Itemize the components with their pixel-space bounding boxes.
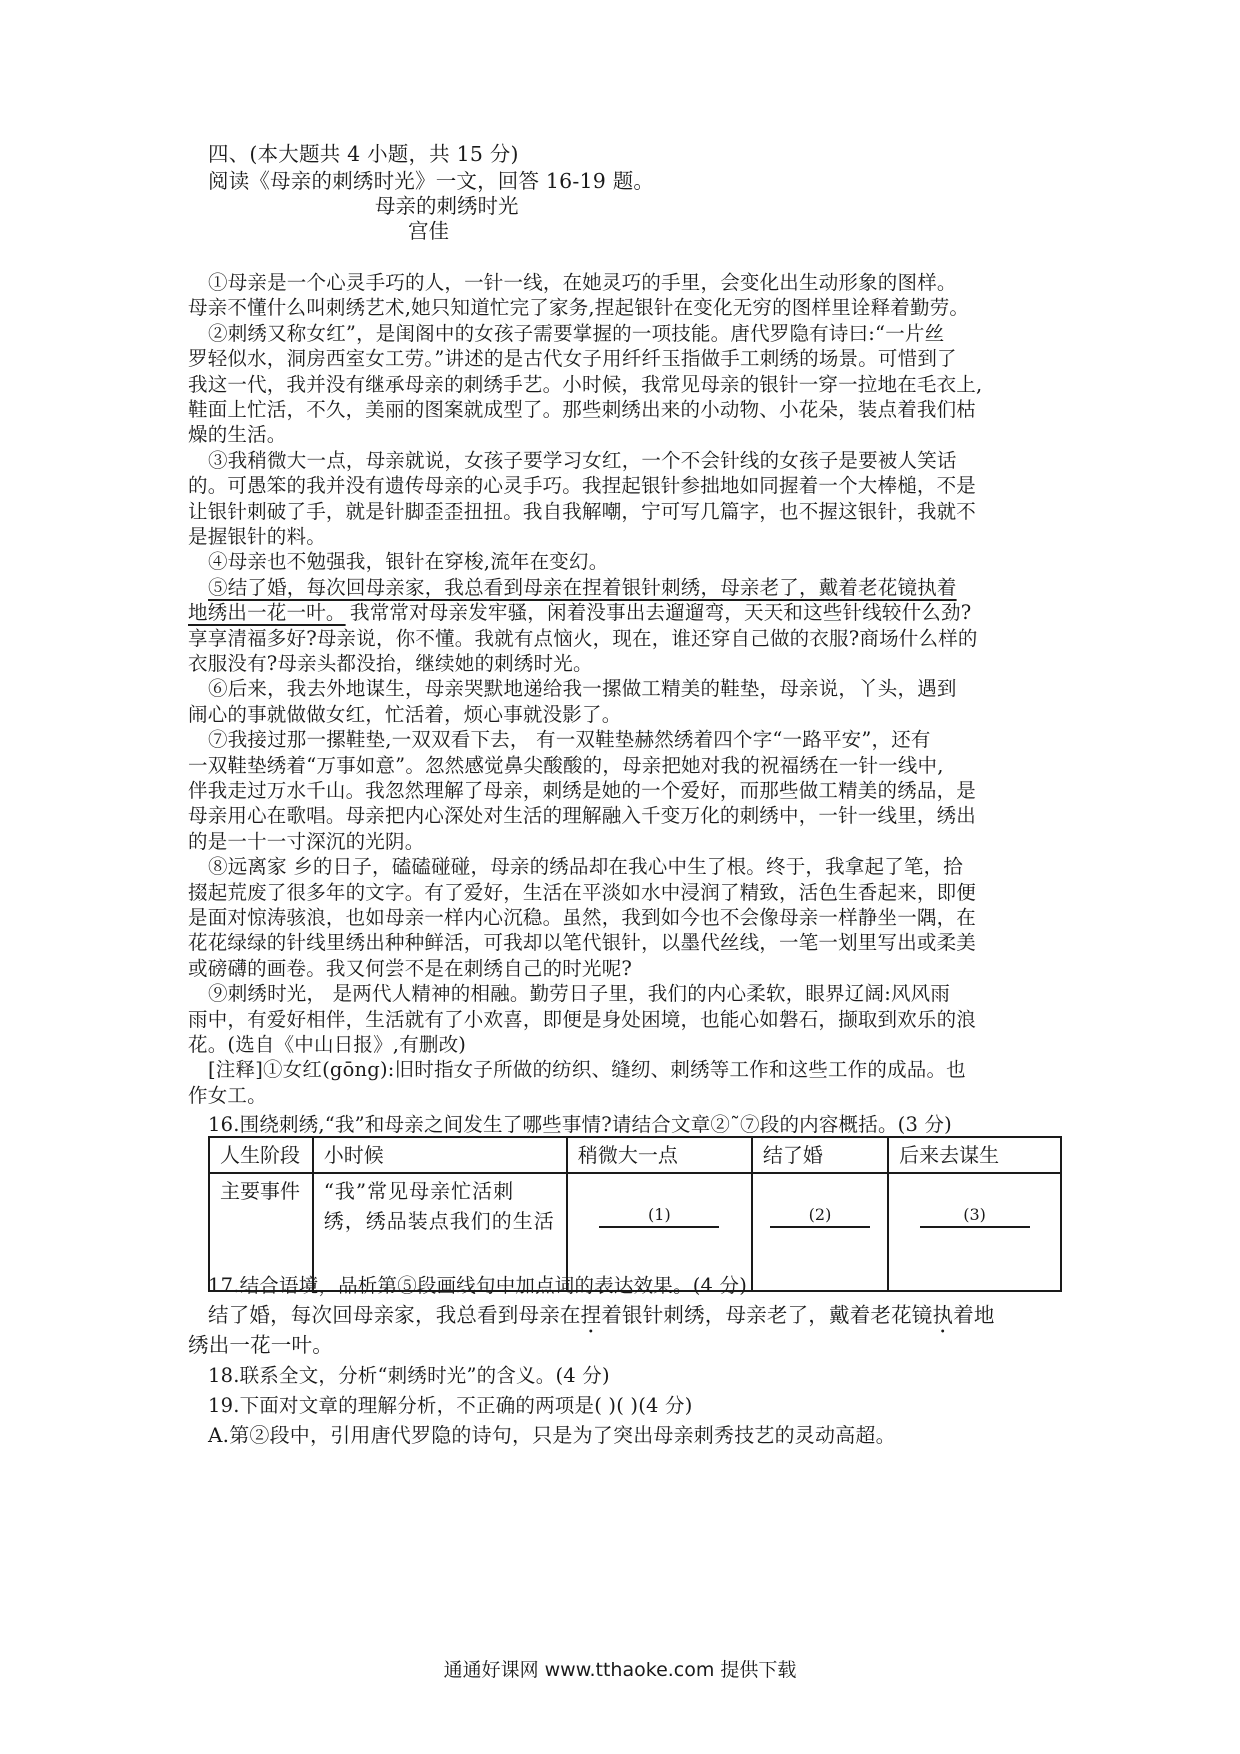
paragraph-line: 母亲不懂什么叫刺绣艺术,她只知道忙完了家务,捏起银针在变化无穷的图样里诠释着勤劳。 <box>188 296 970 320</box>
paragraph-line: 一双鞋垫绣着“万事如意”。忽然感觉鼻尖酸酸的，母亲把她对我的祝福绣在一针一线中, <box>188 753 944 777</box>
paragraph-line: ⑥后来，我去外地谋生，母亲哭默地递给我一摞做工精美的鞋垫，母亲说，丫头，遇到 <box>208 677 957 701</box>
quote-text: 着地 <box>953 1302 995 1327</box>
section-heading: 四、(本大题共 4 小题，共 15 分) <box>208 142 519 166</box>
article-author: 宫佳 <box>408 219 449 243</box>
underlined-sentence: 地绣出一花一叶。 <box>188 601 346 625</box>
paragraph-line: 母亲用心在歌唱。母亲把内心深处对生活的理解融入千变万化的刺绣中，一针一线里，绣出 <box>188 804 977 828</box>
table-header-cell: 稍微大一点 <box>567 1137 752 1173</box>
article-title: 母亲的刺绣时光 <box>375 194 519 218</box>
table-cell-childhood: “我”常见母亲忙活刺绣，绣品装点我们的生活 <box>313 1173 567 1291</box>
paragraph-line: 雨中，有爱好相伴，生活就有了小欢喜，即便是身处困境，也能心如磐石，撷取到欢乐的浪 <box>188 1007 977 1031</box>
table-header-cell: 结了婚 <box>752 1137 888 1173</box>
paragraph-line: 是握银针的料。 <box>188 525 326 548</box>
question-17-prompt: 17.结合语境，品析第⑤段画线句中加点词的表达效果。(4 分) <box>208 1273 748 1297</box>
table-row-label: 主要事件 <box>209 1173 313 1291</box>
paragraph-line: 让银针刺破了手，就是针脚歪歪扭扭。我自我解嘲，宁可写几篇字，也不握这银针，我就不 <box>188 499 977 523</box>
reading-instruction: 阅读《母亲的刺绣时光》一文，回答 16-19 题。 <box>208 169 655 193</box>
answer-blank-3[interactable]: (3) <box>920 1204 1030 1228</box>
paragraph-line: ⑦我接过那一摞鞋垫,一双双看下去， 有一双鞋垫赫然绣着四个字“一路平安”，还有 <box>208 728 931 752</box>
answer-blank-1[interactable]: (1) <box>599 1204 719 1228</box>
table-header-cell: 后来去谋生 <box>888 1137 1061 1173</box>
annotation-line: [注释]①女红(gōng):旧时指女子所做的纺织、缝纫、刺绣等工作和这些工作的成品。也 <box>208 1058 966 1082</box>
paragraph-line: 罗轻似水，洞房西室女工劳。”讲述的是古代女子用纤纤玉指做手工刺绣的场景。可惜到了 <box>188 347 957 371</box>
paragraph-line: ⑧远离家 乡的日子，磕磕碰碰，母亲的绣品却在我心中生了根。终于，我拿起了笔，拾 <box>208 855 963 879</box>
question-16-prompt: 16.围绕刺绣,“我”和母亲之间发生了哪些事情?请结合文章②˜⑦段的内容概括。(3 分) <box>208 1113 952 1137</box>
paragraph-line: 鞋面上忙活，不久，美丽的图案就成型了。那些刺绣出来的小动物、小花朵，装点着我们枯 <box>188 398 977 421</box>
paragraph-line: 伴我走过万水千山。我忽然理解了母亲，刺绣是她的一个爱好，而那些做工精美的绣品，是 <box>188 779 977 802</box>
paragraph-line: ⑨刺绣时光， 是两代人精神的相融。勤劳日子里，我们的内心柔软，眼界辽阔:风风雨 <box>208 982 951 1006</box>
table-header-row <box>209 1137 1061 1173</box>
paragraph-line: 的。可愚笨的我并没有遗传母亲的心灵手巧。我捏起银针参拙地如同握着一个大棒槌，不是 <box>188 474 977 498</box>
paragraph-line: ②刺绣又称女红”，是闺阁中的女孩子需要掌握的一项技能。唐代罗隐有诗曰:“一片丝 <box>208 321 945 345</box>
paragraph-line: 的是一十一寸深沉的光阴。 <box>188 829 425 853</box>
table-cell-blank <box>888 1173 1061 1291</box>
paragraph-line: 享享清福多好?母亲说，你不懂。我就有点恼火，现在，谁还穿自己做的衣服?商场什么样的 <box>188 626 978 650</box>
paragraph-line: ④母亲也不勉强我，银针在穿梭,流年在变幻。 <box>208 550 609 574</box>
page-footer: 通通好课网 www.tthaoke.com 提供下载 <box>443 1659 797 1681</box>
paragraph-line: 我这一代，我并没有继承母亲的刺绣手艺。小时候，我常见母亲的银针一穿一拉地在毛衣上, <box>188 372 983 396</box>
underlined-sentence: ⑤结了婚，每次回母亲家，我总看到母亲在捏着银针刺绣，母亲老了，戴着老花镜执着 <box>208 575 957 599</box>
paragraph-line: 或磅礴的画卷。我又何尝不是在刺绣自己的时光呢? <box>188 956 633 980</box>
dotted-word: 捏 <box>580 1302 602 1327</box>
question-17-quote-line2: 绣出一花一叶。 <box>188 1332 333 1357</box>
paragraph-line: 掇起荒废了很多年的文字。有了爱好，生活在平淡如水中浸润了精致，活色生香起来，即便 <box>188 880 977 904</box>
quote-text: 结了婚，每次回母亲家，我总看到母亲在 <box>208 1302 581 1327</box>
table-cell-blank <box>752 1173 888 1291</box>
paragraph-line: ③我稍微大一点，母亲就说，女孩子要学习女红，一个不会针线的女孩子是要被人笑话 <box>208 448 957 472</box>
paragraph-line: ①母亲是一个心灵手巧的人，一针一线，在她灵巧的手里，会变化出生动形象的图样。 <box>208 271 957 294</box>
quote-text: 着银针刺绣，母亲老了，戴着老花镜 <box>601 1302 933 1327</box>
question-19-prompt: 19.下面对文章的理解分析，不正确的两项是( )( )(4 分) <box>208 1393 693 1417</box>
table-header-cell: 小时候 <box>313 1137 567 1173</box>
question-18-prompt: 18.联系全文，分析“刺绣时光”的含义。(4 分) <box>208 1363 610 1387</box>
paragraph-line: 闹心的事就做做女红，忙活着，烦心事就没影了。 <box>188 702 622 726</box>
table-header-cell: 人生阶段 <box>209 1137 313 1173</box>
dotted-word: 执 <box>932 1302 954 1327</box>
answer-blank-2[interactable]: (2) <box>770 1204 870 1228</box>
paragraph-line: 燥的生活。 <box>188 423 287 447</box>
paragraph-line: 衣服没有?母亲头都没抬，继续她的刺绣时光。 <box>188 652 593 675</box>
question-19-option-a: A.第②段中，引用唐代罗隐的诗句，只是为了突出母亲刺秀技艺的灵动高超。 <box>208 1422 896 1447</box>
paragraph-line: 花花绿绿的针线里绣出种种鲜活，可我却以笔代银针，以墨代丝线，一笔一划里写出或柔美 <box>188 931 977 955</box>
annotation-line: 作女工。 <box>188 1083 267 1107</box>
paragraph-line: 花。(选自《中山日报》,有删改) <box>188 1033 467 1056</box>
paragraph-line: 是面对惊涛骇浪，也如母亲一样内心沉稳。虽然，我到如今也不会像母亲一样静坐一隅，在 <box>188 906 977 929</box>
paragraph-line: 我常常对母亲发牢骚，闲着没事出去遛遛弯，天天和这些针线较什么劲? <box>350 601 972 625</box>
